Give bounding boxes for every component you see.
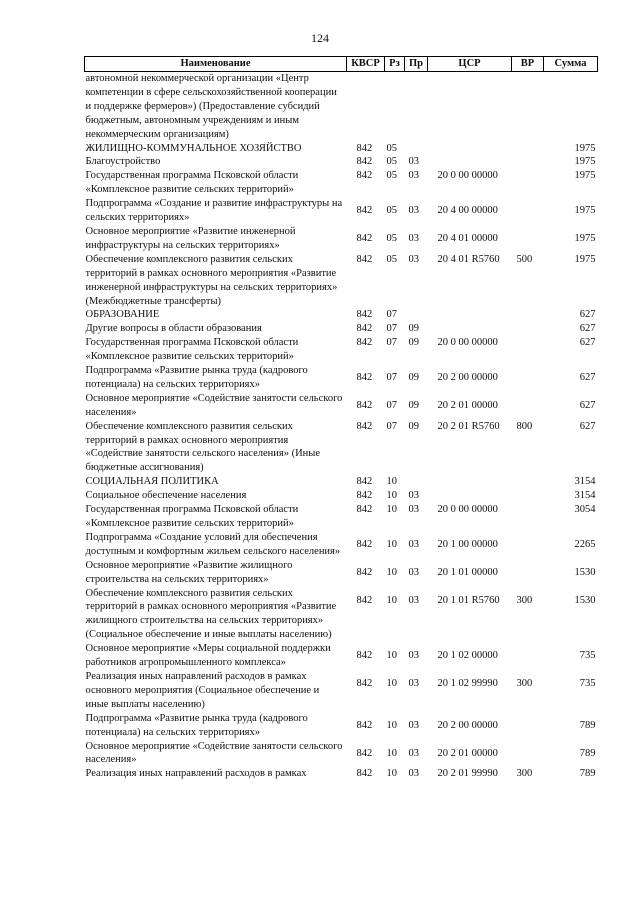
cell-pr xyxy=(405,308,428,322)
budget-table xyxy=(84,56,598,781)
cell-pr xyxy=(405,475,428,489)
cell-vr xyxy=(512,559,544,587)
cell-sum: 627 xyxy=(579,420,596,432)
cell-vr xyxy=(512,308,544,322)
cell-name: Подпрограмма «Развитие рынка труда (кадрового потенциала) на сельских территориях» xyxy=(85,365,308,390)
cell-pr: 03 xyxy=(408,504,419,516)
table-row xyxy=(85,322,598,336)
table-row xyxy=(85,670,598,712)
cell-pr: 03 xyxy=(408,490,419,502)
cell-vr xyxy=(512,336,544,364)
table-row xyxy=(85,392,598,420)
table-row xyxy=(85,142,598,156)
cell-name: Подпрограмма «Создание условий для обеспечения доступным и комфортным жильем сельского населения» xyxy=(85,531,341,557)
table-row xyxy=(85,72,598,142)
cell-vr: 300 xyxy=(516,677,533,689)
cell-rz: 07 xyxy=(386,309,397,321)
cell-pr xyxy=(405,142,428,156)
cell-csr xyxy=(428,72,512,142)
cell-vr xyxy=(512,489,544,503)
cell-pr: 03 xyxy=(408,650,419,662)
cell-name: Основное мероприятие «Меры социальной поддержки работников агропромышленного комплекса» xyxy=(85,643,331,669)
cell-kvsr: 842 xyxy=(356,566,373,578)
cell-kvsr: 842 xyxy=(356,323,373,335)
table-row xyxy=(85,225,598,253)
cell-vr xyxy=(512,531,544,559)
cell-sum: 735 xyxy=(579,650,596,662)
cell-kvsr: 842 xyxy=(356,337,373,349)
cell-csr xyxy=(428,322,512,336)
cell-rz: 10 xyxy=(386,476,397,488)
header-csr: ЦСР xyxy=(428,57,512,72)
cell-vr xyxy=(512,142,544,156)
cell-vr: 500 xyxy=(516,253,533,265)
cell-kvsr: 842 xyxy=(356,253,373,265)
cell-pr: 09 xyxy=(408,337,419,349)
cell-csr: 20 0 00 00000 xyxy=(437,337,498,349)
cell-csr xyxy=(428,308,512,322)
table-row xyxy=(85,559,598,587)
cell-name: Государственная программа Псковской области «Комплексное развитие сельских территорий» xyxy=(85,170,299,196)
cell-vr xyxy=(512,740,544,768)
cell-kvsr xyxy=(347,72,385,142)
cell-rz: 05 xyxy=(386,142,397,154)
cell-rz: 10 xyxy=(386,594,397,606)
cell-rz: 07 xyxy=(386,420,397,432)
cell-vr xyxy=(512,155,544,169)
cell-rz xyxy=(385,72,405,142)
cell-vr xyxy=(512,712,544,740)
cell-name: Государственная программа Псковской области «Комплексное развитие сельских территорий» xyxy=(85,504,299,529)
cell-pr: 03 xyxy=(408,538,419,550)
cell-vr xyxy=(512,503,544,531)
cell-rz: 05 xyxy=(386,232,397,244)
cell-csr xyxy=(428,489,512,503)
table-row xyxy=(85,169,598,197)
cell-pr: 03 xyxy=(408,566,419,578)
cell-kvsr: 842 xyxy=(356,232,373,244)
cell-csr: 20 2 01 R5760 xyxy=(437,420,500,432)
cell-kvsr: 842 xyxy=(356,719,373,731)
cell-csr: 20 1 02 99990 xyxy=(437,677,498,689)
cell-kvsr: 842 xyxy=(356,476,373,488)
cell-name: Основное мероприятие «Развитие инженерной инфраструктуры на сельских территориях» xyxy=(85,225,296,251)
table-row xyxy=(85,475,598,489)
cell-kvsr: 842 xyxy=(356,372,373,384)
table-row xyxy=(85,155,598,169)
cell-pr: 03 xyxy=(408,719,419,731)
cell-sum: 627 xyxy=(579,309,596,321)
page-number: 124 xyxy=(311,31,329,45)
cell-pr: 03 xyxy=(408,747,419,759)
cell-csr: 20 4 01 R5760 xyxy=(437,253,500,265)
cell-kvsr: 842 xyxy=(356,538,373,550)
cell-vr xyxy=(512,475,544,489)
cell-kvsr: 842 xyxy=(356,399,373,411)
cell-csr: 20 2 01 00000 xyxy=(437,399,498,411)
cell-vr xyxy=(512,197,544,225)
cell-vr xyxy=(512,322,544,336)
cell-rz: 10 xyxy=(386,747,397,759)
cell-rz: 10 xyxy=(386,650,397,662)
cell-csr: 20 1 01 R5760 xyxy=(437,594,500,606)
cell-kvsr: 842 xyxy=(356,747,373,759)
cell-sum: 1975 xyxy=(574,232,596,244)
cell-rz: 10 xyxy=(386,490,397,502)
cell-name: Государственная программа Псковской области «Комплексное развитие сельских территорий» xyxy=(85,337,299,363)
cell-rz: 07 xyxy=(386,337,397,349)
cell-kvsr: 842 xyxy=(356,490,373,502)
cell-kvsr: 842 xyxy=(356,594,373,606)
table-row xyxy=(85,531,598,559)
cell-csr: 20 4 00 00000 xyxy=(437,205,498,217)
cell-pr: 03 xyxy=(408,768,419,780)
cell-csr xyxy=(428,142,512,156)
header-kvsr: КВСР xyxy=(347,57,385,72)
cell-name: Подпрограмма «Развитие рынка труда (кадрового потенциала) на сельских территориях» xyxy=(85,712,308,738)
cell-vr xyxy=(512,225,544,253)
cell-sum: 1975 xyxy=(574,170,596,182)
cell-csr: 20 0 00 00000 xyxy=(437,170,498,182)
cell-sum: 735 xyxy=(579,677,596,689)
cell-csr xyxy=(428,155,512,169)
cell-name: ОБРАЗОВАНИЕ xyxy=(85,309,160,321)
cell-rz: 10 xyxy=(386,538,397,550)
table-row xyxy=(85,336,598,364)
cell-kvsr: 842 xyxy=(356,309,373,321)
header-vr: ВР xyxy=(512,57,544,72)
cell-name: Обеспечение комплексного развития сельских территорий в рамках основного мероприятия «Развитие инженерной инфраструктуры на сельских территориях» (Межбюджетные трансферты) xyxy=(85,253,338,307)
header-pr: Пр xyxy=(405,57,428,72)
cell-sum: 1975 xyxy=(574,142,596,154)
table-row xyxy=(85,253,598,309)
cell-sum: 1530 xyxy=(574,594,596,606)
cell-csr xyxy=(428,475,512,489)
cell-name: автономной некоммерческой организации «Центр компетенции в сфере сельскохозяйственной кооперации и поддержке фермеров») (Предоставление субсидий бюджетным, автономным учреждениям и иным некоммерческим организациям) xyxy=(85,73,337,140)
cell-name: Реализация иных направлений расходов в рамках основного мероприятия (Социальное обеспечение и иные выплаты населению) xyxy=(85,670,320,710)
table-row xyxy=(85,489,598,503)
cell-csr: 20 1 00 00000 xyxy=(437,538,498,550)
cell-pr: 03 xyxy=(408,156,419,168)
cell-vr xyxy=(512,392,544,420)
cell-sum: 627 xyxy=(579,337,596,349)
cell-rz: 05 xyxy=(386,205,397,217)
cell-rz: 05 xyxy=(386,170,397,182)
cell-csr: 20 0 00 00000 xyxy=(437,504,498,516)
cell-rz: 10 xyxy=(386,566,397,578)
table-row xyxy=(85,503,598,531)
cell-pr: 09 xyxy=(408,372,419,384)
cell-sum: 1975 xyxy=(574,156,596,168)
cell-name: Социальное обеспечение населения xyxy=(85,490,247,502)
cell-sum xyxy=(544,72,598,142)
cell-sum: 3154 xyxy=(574,476,596,488)
cell-kvsr: 842 xyxy=(356,170,373,182)
cell-name: Благоустройство xyxy=(85,156,161,168)
table-row xyxy=(85,420,598,476)
header-sum: Сумма xyxy=(544,57,598,72)
table-header xyxy=(85,57,598,72)
cell-vr xyxy=(512,169,544,197)
cell-csr: 20 2 00 00000 xyxy=(437,372,498,384)
cell-vr: 800 xyxy=(516,420,533,432)
table-row xyxy=(85,197,598,225)
cell-kvsr: 842 xyxy=(356,768,373,780)
table-row xyxy=(85,642,598,670)
cell-pr: 09 xyxy=(408,420,419,432)
table-body xyxy=(85,72,598,782)
cell-vr: 300 xyxy=(516,594,533,606)
cell-pr: 09 xyxy=(408,323,419,335)
cell-kvsr: 842 xyxy=(356,504,373,516)
cell-csr: 20 2 01 99990 xyxy=(437,768,498,780)
header-rz: Рз xyxy=(385,57,405,72)
header-name: Наименование xyxy=(85,57,347,72)
cell-sum: 1975 xyxy=(574,253,596,265)
cell-rz: 10 xyxy=(386,719,397,731)
cell-rz: 05 xyxy=(386,253,397,265)
cell-csr: 20 2 00 00000 xyxy=(437,719,498,731)
cell-name: Основное мероприятие «Содействие занятости сельского населения» xyxy=(85,740,343,766)
cell-name: Подпрограмма «Создание и развитие инфраструктуры на сельских территориях» xyxy=(85,198,343,224)
cell-sum: 789 xyxy=(579,719,596,731)
cell-csr: 20 1 01 00000 xyxy=(437,566,498,578)
cell-sum: 789 xyxy=(579,768,596,780)
cell-sum: 627 xyxy=(579,399,596,411)
cell-rz: 05 xyxy=(386,156,397,168)
table-row xyxy=(85,364,598,392)
cell-name: Реализация иных направлений расходов в рамках xyxy=(85,768,307,780)
cell-pr: 03 xyxy=(408,205,419,217)
cell-sum: 2265 xyxy=(574,538,596,550)
cell-vr xyxy=(512,364,544,392)
cell-pr: 03 xyxy=(408,253,419,265)
cell-sum: 627 xyxy=(579,372,596,384)
table-row xyxy=(85,767,598,781)
cell-kvsr: 842 xyxy=(356,650,373,662)
cell-csr: 20 1 02 00000 xyxy=(437,650,498,662)
table-row xyxy=(85,712,598,740)
cell-kvsr: 842 xyxy=(356,142,373,154)
cell-name: Другие вопросы в области образования xyxy=(85,323,262,335)
cell-pr: 03 xyxy=(408,232,419,244)
cell-name: СОЦИАЛЬНАЯ ПОЛИТИКА xyxy=(85,476,219,488)
cell-kvsr: 842 xyxy=(356,677,373,689)
cell-vr: 300 xyxy=(516,768,533,780)
cell-sum: 1975 xyxy=(574,205,596,217)
cell-name: Основное мероприятие «Развитие жилищного строительства на сельских территориях» xyxy=(85,559,293,585)
cell-sum: 1530 xyxy=(574,566,596,578)
cell-csr: 20 2 01 00000 xyxy=(437,747,498,759)
cell-rz: 10 xyxy=(386,768,397,780)
cell-name: Основное мероприятие «Содействие занятости сельского населения» xyxy=(85,392,343,418)
cell-name: Обеспечение комплексного развития сельских территорий в рамках основного мероприятия «Содействие занятости сельского населения» (Иные бюджетные ассигнования) xyxy=(85,420,321,474)
cell-kvsr: 842 xyxy=(356,205,373,217)
cell-pr: 09 xyxy=(408,399,419,411)
cell-pr: 03 xyxy=(408,677,419,689)
cell-vr xyxy=(512,72,544,142)
cell-rz: 07 xyxy=(386,323,397,335)
cell-name: ЖИЛИЩНО-КОММУНАЛЬНОЕ ХОЗЯЙСТВО xyxy=(85,142,302,154)
table-row xyxy=(85,587,598,643)
cell-vr xyxy=(512,642,544,670)
cell-rz: 10 xyxy=(386,504,397,516)
cell-pr xyxy=(405,72,428,142)
cell-kvsr: 842 xyxy=(356,156,373,168)
header-row xyxy=(85,57,598,72)
cell-sum: 789 xyxy=(579,747,596,759)
cell-sum: 3054 xyxy=(574,504,596,516)
cell-name: Обеспечение комплексного развития сельских территорий в рамках основного мероприятия «Развитие жилищного строительства на сельских территориях» (Социальное обеспечение и иные выплаты населению) xyxy=(85,587,337,641)
cell-sum: 3154 xyxy=(574,490,596,502)
cell-kvsr: 842 xyxy=(356,420,373,432)
cell-sum: 627 xyxy=(579,323,596,335)
table-row xyxy=(85,308,598,322)
cell-rz: 10 xyxy=(386,677,397,689)
cell-csr: 20 4 01 00000 xyxy=(437,232,498,244)
cell-pr: 03 xyxy=(408,594,419,606)
cell-rz: 07 xyxy=(386,372,397,384)
table-row xyxy=(85,740,598,768)
cell-pr: 03 xyxy=(408,170,419,182)
cell-rz: 07 xyxy=(386,399,397,411)
